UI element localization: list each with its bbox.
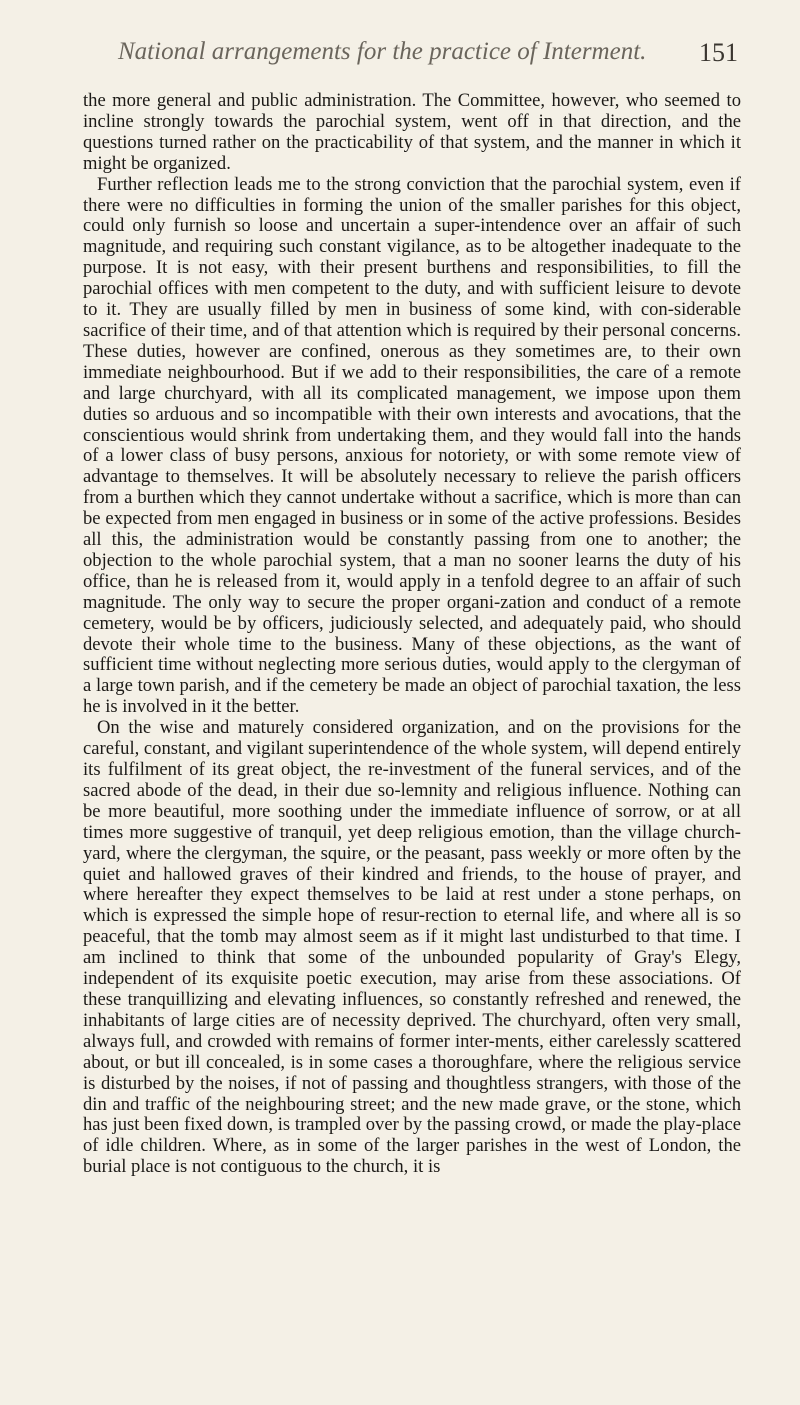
body-text: [83, 91, 741, 1178]
running-head: [118, 38, 738, 78]
running-title: National arrangements for the practice of Interment.: [118, 38, 647, 65]
paragraph: the more general and public administration. The Committee, however, who seemed to incline strongly towards the parochial system, went off in that direction, and the questions turned rather on the practicability of that system, and the manner in which it might be organized.: [83, 90, 741, 174]
paragraph: On the wise and maturely considered organization, and on the provisions for the careful, constant, and vigilant superintendence of the whole system, will depend entirely its fulfilment of its great object, the re-investment of the funeral services, and of the sacred abode of the dead, in their due so-lemnity and religious influence. Nothing can be more beautiful, more soothing under the immediate influence of sorrow, or at all times more suggestive of tranquil, yet deep religious emotion, than the village church-yard, where the clergyman, the squire, or the peasant, pass weekly or more often by the quiet and hallowed graves of their kindred and friends, to the house of prayer, and where hereafter they expect themselves to be laid at rest under a stone perhaps, on which is expressed the simple hope of resur-rection to eternal life, and where all is so peaceful, that the tomb may almost seem as if it might last undisturbed to that time. I am inclined to think that some of the unbounded popularity of Gray's Elegy, independent of its exquisite poetic execution, may arise from these associations. Of these tranquillizing and elevating influences, so constantly refreshed and renewed, the inhabitants of large cities are of necessity deprived. The churchyard, often very small, always full, and crowded with remains of former inter-ments, either carelessly scattered about, or but ill concealed, is in some cases a thoroughfare, where the religious service is disturbed by the noises, if not of passing and thoughtless strangers, with those of the din and traffic of the neighbouring street; and the new made grave, or the stone, which has just been fixed down, is trampled over by the passing crowd, or made the play-place of idle children. Where, as in some of the larger parishes in the west of London, the burial place is not contiguous to the church, it is: [83, 717, 741, 1178]
paragraph: Further reflection leads me to the strong conviction that the parochial system, even if there were no difficulties in forming the union of the smaller parishes for this object, could only furnish so loose and uncertain a super-intendence over an affair of such magnitude, and requiring such constant vigilance, as to be altogether inadequate to the purpose. It is not easy, with their present burthens and responsibilities, to fill the parochial offices with men competent to the duty, and with sufficient leisure to devote to it. They are usually filled by men in business of some kind, with con-siderable sacrifice of their time, and of that attention which is required by their personal concerns. These duties, however are confined, onerous as they sometimes are, to their own immediate neighbourhood. But if we add to their responsibilities, the care of a remote and large churchyard, with all its complicated management, we impose upon them duties so arduous and so incompatible with their own interests and avocations, that the conscientious would shrink from undertaking them, and they would fall into the hands of a lower class of busy persons, anxious for notoriety, or with some remote view of advantage to themselves. It will be absolutely necessary to relieve the parish officers from a burthen which they cannot undertake without a sacrifice, which is more than can be expected from men engaged in business or in some of the active professions. Besides all this, the administration would be constantly passing from one to another; the objection to the whole parochial system, that a man no sooner learns the duty of his office, than he is released from it, would apply in a tenfold degree to an affair of such magnitude. The only way to secure the proper organi-zation and conduct of a remote cemetery, would be by officers, judiciously selected, and adequately paid, who should devote their whole time to the business. Many of these objections, as the want of sufficient time without neglecting more serious duties, would apply to the clergyman of a large town parish, and if the cemetery be made an object of parochial taxation, the less he is involved in it the better.: [83, 173, 741, 718]
page-number: 151: [699, 38, 738, 67]
